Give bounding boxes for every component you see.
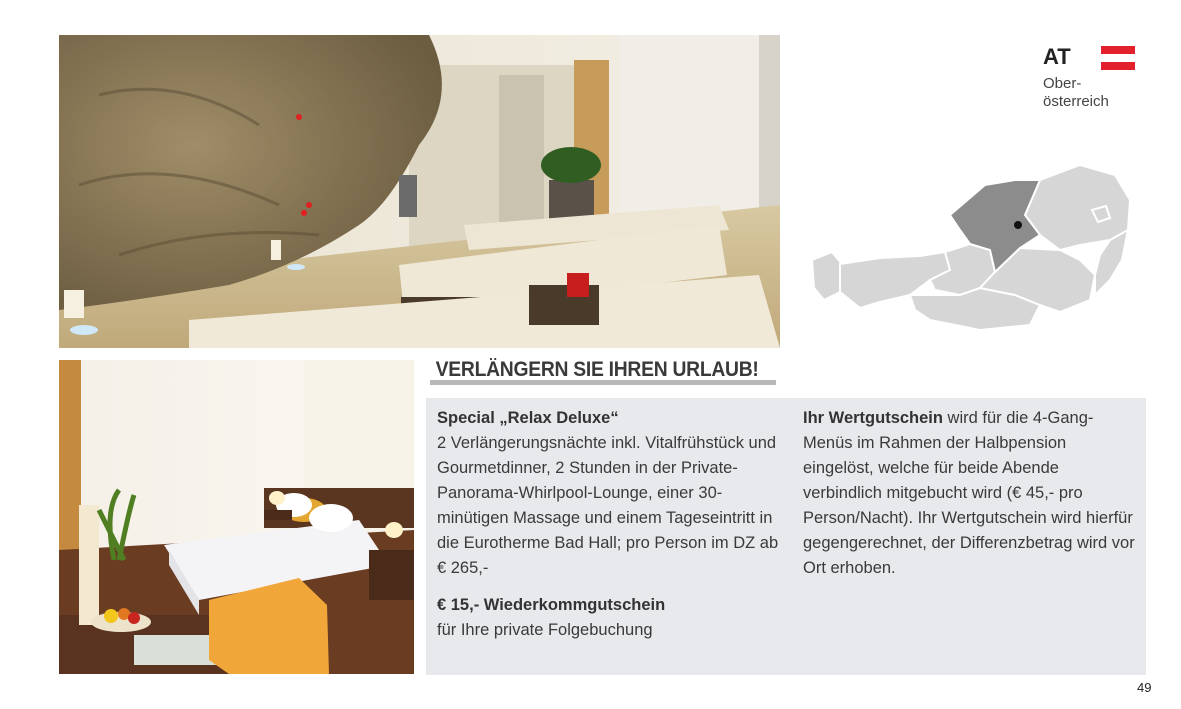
- region-line-2: österreich: [1043, 93, 1109, 110]
- region-line-1: Ober-: [1043, 75, 1082, 92]
- map-region-vorarlberg: [812, 252, 842, 300]
- voucher-info-column: [803, 406, 1138, 581]
- offer-info-box: [426, 398, 1146, 675]
- austria-flag-icon: [1101, 46, 1135, 70]
- offer-description: 2 Verlängerungsnächte inkl. Vitalfrühstück und Gourmetdinner, 2 Stunden in der Private-Panorama-Whirlpool-Lounge, einer 30-minütigen Massage und einem Tageseintritt in die Eurotherme Bad Hall; pro Person im DZ ab € 265,-: [437, 434, 779, 577]
- hotel-room-photo: [59, 360, 414, 674]
- country-code: AT: [1043, 44, 1071, 69]
- voucher-text: für Ihre private Folgebuchung: [437, 621, 653, 639]
- spa-relax-room-photo: [59, 35, 780, 348]
- offer-title: Special „Relax Deluxe“: [437, 409, 619, 427]
- location-marker-icon: [1014, 221, 1022, 229]
- page-number: 49: [1137, 680, 1152, 695]
- offer-headline: VERLÄNGERN SIE IHREN URLAUB!: [435, 358, 759, 381]
- voucher-title: € 15,- Wiederkommgutschein: [437, 596, 666, 614]
- voucher-info-text: wird für die 4-Gang-Menüs im Rahmen der Halbpension eingelöst, welche für beide Abende verbindlich mitgebucht wird (€ 45,- pro Person/Nacht). Ihr Wertgutschein wird hierfür gegengerechnet, der Differenzbetrag wird vor Ort erhoben.: [803, 409, 1135, 577]
- austria-region-map: [810, 160, 1140, 340]
- voucher-info-lead: Ihr Wertgutschein: [803, 409, 943, 427]
- region-name: [1043, 75, 1133, 111]
- offer-column: [437, 406, 782, 643]
